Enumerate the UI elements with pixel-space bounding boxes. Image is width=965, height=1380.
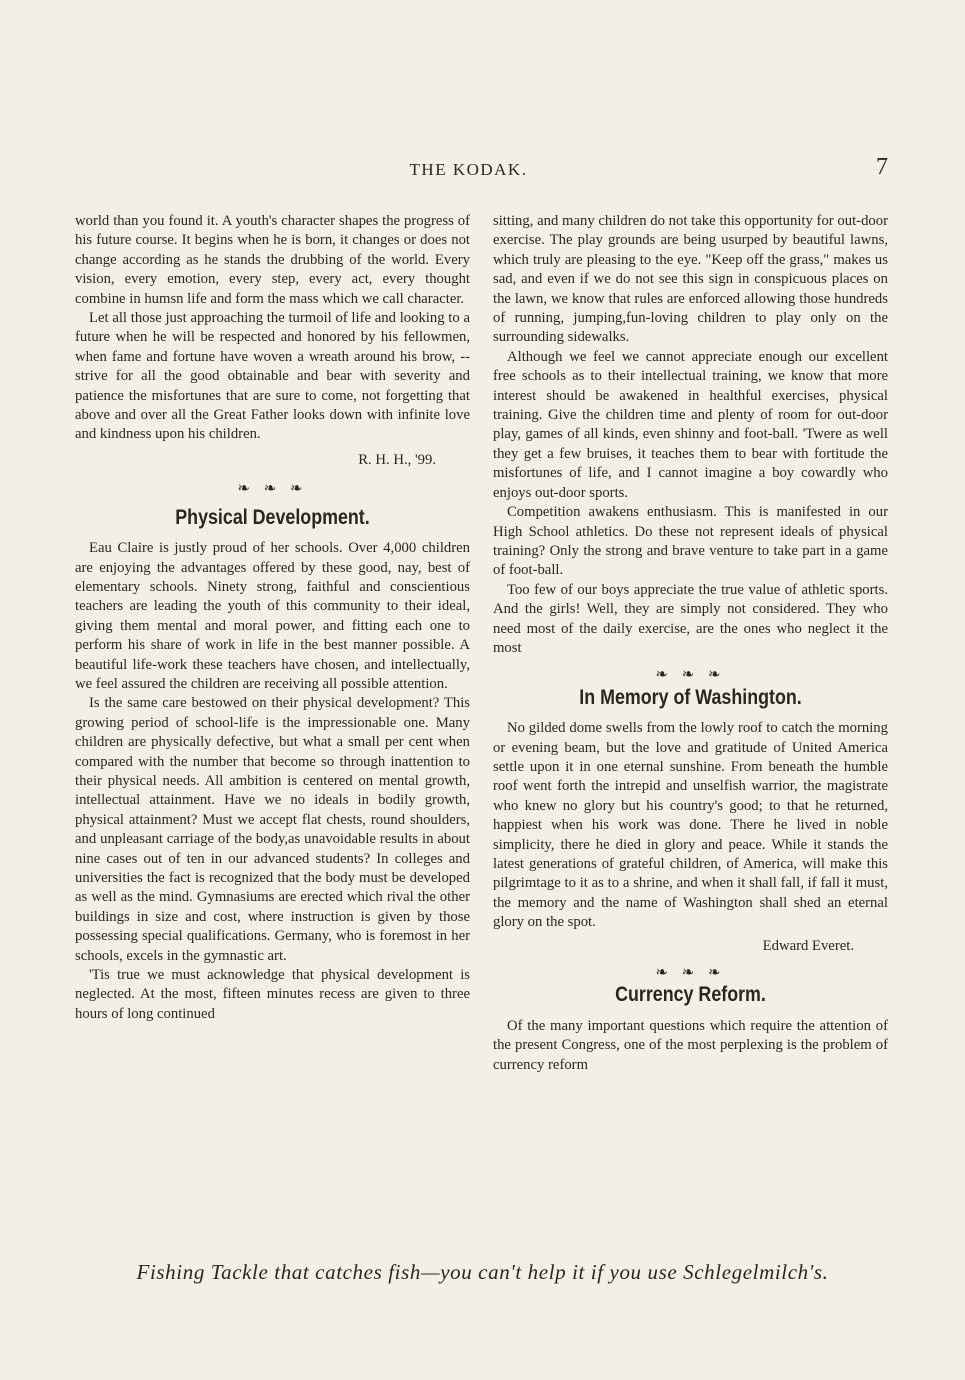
paragraph: Eau Claire is justly proud of her schools. Over 4,000 children are enjoying the advantages offered by these good, nay, best of elementary schools. Ninety strong, faithful and conscientious teachers are leading the youth of this community to their ideal, giving them mental and moral power, and fitting each one to perform his share of work in life in the best manner possible. A beautiful life-work these teachers have chosen, and intellectually, we feel assured the children are receiving all possible attention. (75, 540, 470, 692)
left-column (75, 212, 470, 1024)
paragraph: 'Tis true we must acknowledge that physical development is neglected. At the most, fifteen minutes recess are given to three hours of long continued (75, 967, 470, 1022)
running-title: THE KODAK. (409, 160, 528, 179)
right-column (493, 212, 888, 1075)
article-title: In Memory of Washington. (579, 685, 802, 709)
paragraph: No gilded dome swells from the lowly roof to catch the morning or evening beam, but the love and gratitude of United America settle upon it in one eternal sunshine. From beneath the humble roof went forth the intrepid and unselfish warrior, the magistrate who knew no glory but his country's good; to that he returned, happiest when his work was done. There he lived in noble simplicity, there he died in glory and peace. While it stands the latest generations of grateful children, of America, will make this pilgrimtage to it as to a shrine, and when it shall fall, if fall it must, the memory and the name of Washington shall shed an eternal glory on the spot. (493, 720, 888, 931)
author-signature: R. H. H., '99. (358, 451, 436, 468)
footer-advertisement: Fishing Tackle that catches fish—you can't help it if you use Schlegelmilch's. (136, 1260, 829, 1284)
section-ornament: ❧ ❧ ❧ (655, 965, 726, 982)
paragraph: Let all those just approaching the turmoil of life and looking to a future when he will be respected and honored by his fellowmen, when fame and fortune have woven a wreath around his brow, -- strive for all the good obtainable and bear with severity and patience the misfortunes that are sure to come, not forgetting that above and over all the Great Father looks down with infinite love and kindness upon his children. (75, 310, 470, 443)
section-ornament: ❧ ❧ ❧ (237, 481, 308, 498)
article-title: Physical Development. (175, 505, 370, 529)
section-ornament: ❧ ❧ ❧ (655, 667, 726, 684)
author-signature: Edward Everet. (762, 937, 854, 954)
paragraph: world than you found it. A youth's character shapes the progress of his future course. It begins when he is born, it changes or does not change according as he stands the drubbing of the world. Every vision, every emotion, every step, every act, every thought combine in humsn life and form the mass which we call character. (75, 213, 470, 307)
paragraph: Of the many important questions which require the attention of the present Congress, one of the most perplexing is the problem of currency reform (493, 1017, 888, 1073)
paragraph: sitting, and many children do not take this opportunity for out-door exercise. The play grounds are being usurped by beautiful lawns, which truly are pleasing to the eye. "Keep off the grass," makes us sad, and even if we do not see this sign in conspicuous places on the lawn, we know that rules are enforced allowing those hundreds of running, jumping,fun-loving children to play only on the surrounding sidewalks. (493, 213, 888, 346)
paragraph: Although we feel we cannot appreciate enough our excellent free schools as to their intellectual training, we know that more interest should be awakened in healthful exercises, physical training. Give the children time and plenty of room for out-door play, games of all kinds, even shinny and foot-ball. 'Twere as well they get a few bruises, it teaches them to bear with fortitude the misfortunes of life, and I cannot imagine a boy cowardly who enjoys out-door sports. (493, 348, 888, 501)
paragraph: Is the same care bestowed on their physical development? This growing period of school-life is the impressionable one. Many children are physically defective, but what a small per cent when compared with the number that become so through inattention to their physical needs. All ambition is centered on mental growth, intellectual attainment. Have we no ideals in bodily growth, physical attainment? Must we accept flat chests, round shoulders, and unpleasant carriage of the body,as unavoidable results in about nine cases out of ten in our advanced students? In colleges and universities the fact is recognized that the body must be developed as well as the mind. Gymnasiums are erected which rival the other buildings in size and cost, where instruction is given by those possessing special qualifications. Germany, who is foremost in her schools, excels in the gymnastic art. (75, 695, 470, 964)
paragraph: Too few of our boys appreciate the true value of athletic sports. And the girls! Well, they are simply not considered. They who need most of the daily exercise, are the ones who neglect it the most (493, 581, 888, 656)
paragraph: Competition awakens enthusiasm. This is manifested in our High School athletics. Do these not represent ideals of physical training? Only the strong and brave venture to take part in a game of foot-ball. (493, 504, 888, 579)
article-title: Currency Reform. (615, 983, 766, 1007)
page-header (0, 154, 965, 184)
page-number: 7 (876, 154, 888, 180)
